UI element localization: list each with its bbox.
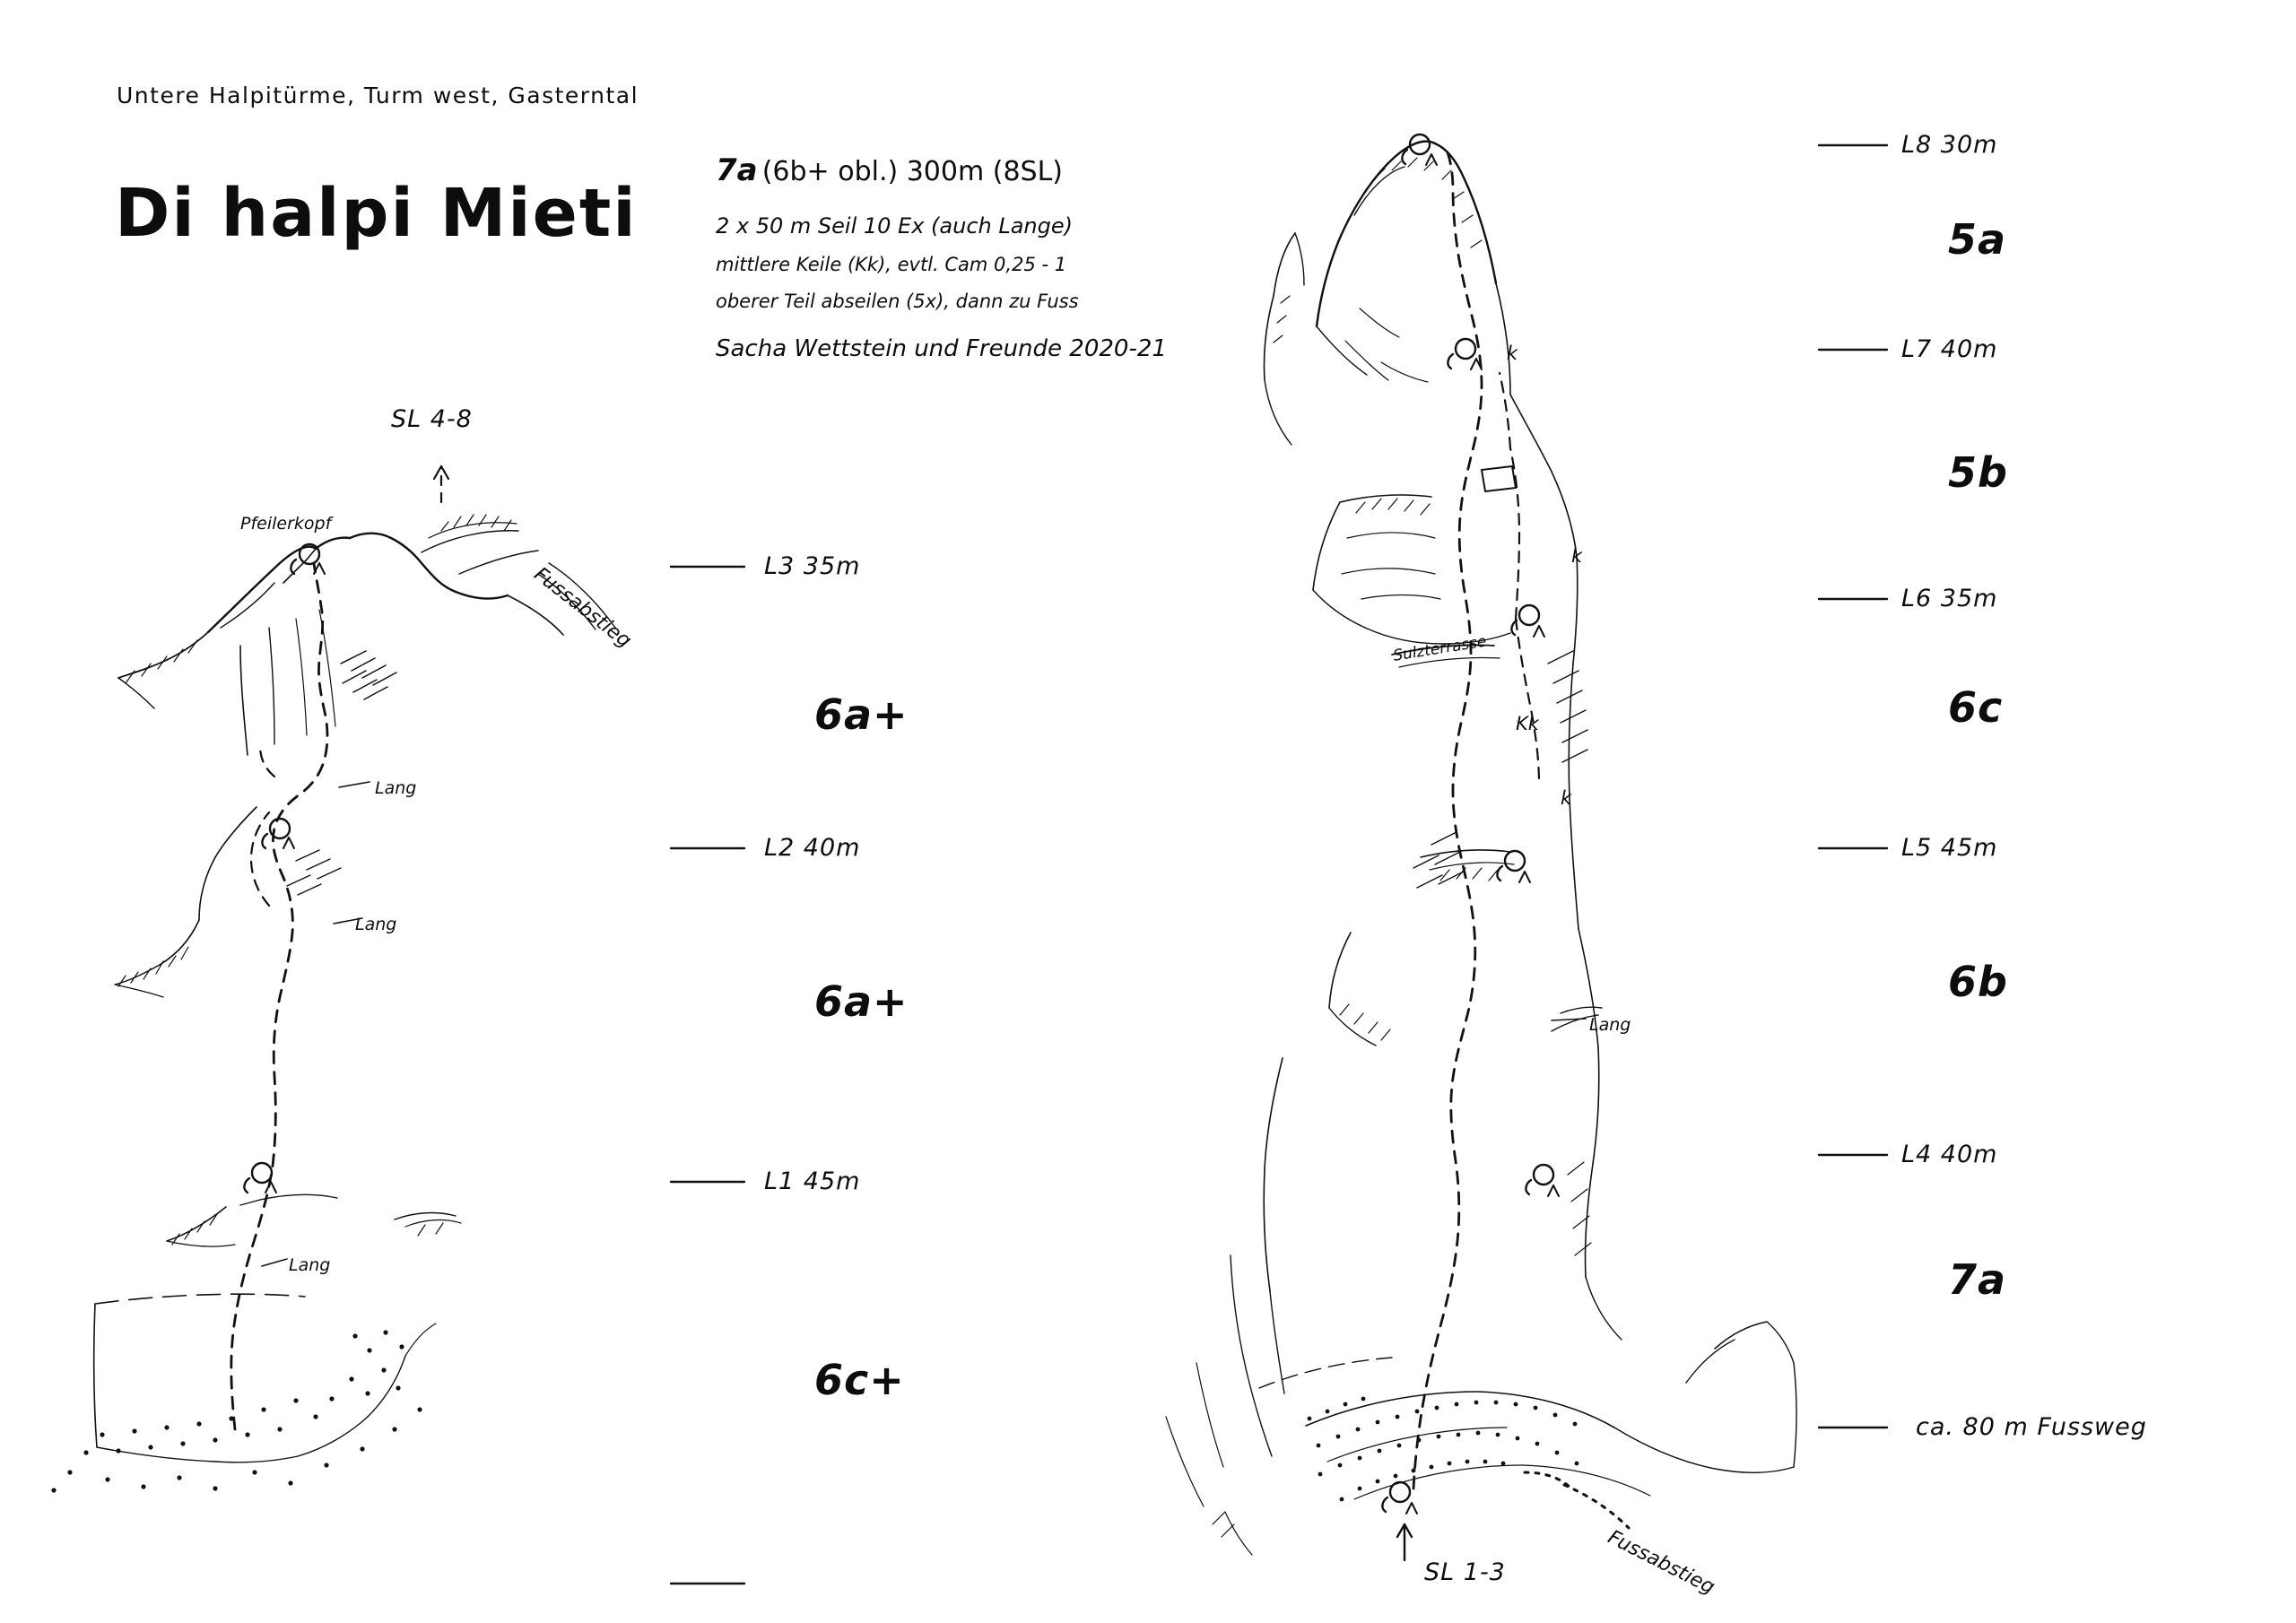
left-lang-3: Lang	[289, 1255, 331, 1275]
right-pitch-label-l8: L8 30m	[1901, 131, 1998, 159]
left-pitch-label-l2: L2 40m	[764, 834, 861, 862]
right-pitch-grade-l8: 5a	[1948, 215, 2007, 264]
sulzterrasse-label: Sulzterrasse	[1392, 632, 1488, 665]
gear-marker-kk: Kk	[1516, 713, 1539, 734]
gear-marker-k-2: k	[1571, 545, 1583, 567]
route-grade: 7a	[716, 152, 758, 188]
left-lang-2: Lang	[355, 915, 397, 934]
left-pitch-label-l3: L3 35m	[764, 552, 861, 580]
left-top-label: SL 4-8	[391, 405, 473, 433]
left-pitch-grade-l1: 6c+	[814, 1356, 905, 1404]
gear-line-3: oberer Teil abseilen (5x), dann zu Fuss	[716, 291, 1079, 312]
left-lang-1: Lang	[375, 778, 417, 798]
left-pitch-label-l1: L1 45m	[764, 1167, 861, 1195]
route-grade-detail: (6b+ obl.) 300m (8SL)	[761, 156, 1063, 187]
gear-marker-k-3: k	[1561, 787, 1572, 809]
left-fussabstieg-label: Fussabstieg	[529, 563, 636, 653]
right-pitch-label-l5: L5 45m	[1901, 834, 1998, 862]
left-pitch-grade-l2: 6a+	[814, 977, 909, 1026]
approach-label: ca. 80 m Fussweg	[1916, 1413, 2147, 1441]
gear-line-2: mittlere Keile (Kk), evtl. Cam 0,25 - 1	[716, 254, 1067, 275]
right-pitch-grade-l6: 6c	[1948, 683, 2004, 732]
right-pitch-label-l4: L4 40m	[1901, 1141, 1998, 1168]
right-fussabstieg-label: Fussabstieg	[1604, 1526, 1718, 1600]
right-pitch-grade-l5: 6b	[1948, 958, 2008, 1006]
right-pitch-label-l7: L7 40m	[1901, 335, 1998, 363]
gear-line-1: 2 x 50 m Seil 10 Ex (auch Lange)	[716, 213, 1074, 239]
page-title: Di halpi Mieti	[115, 175, 638, 252]
right-pitch-grade-l7: 5b	[1948, 448, 2008, 497]
authors-line: Sacha Wettstein und Freunde 2020-21	[716, 335, 1167, 362]
right-pitch-grade-l4: 7a	[1948, 1255, 2007, 1304]
header-location: Untere Halpitürme, Turm west, Gasterntal	[117, 82, 639, 108]
route-grade-summary	[716, 152, 1063, 188]
pfeilerkopf-label: Pfeilerkopf	[240, 514, 332, 534]
gear-marker-k-1: k	[1507, 343, 1518, 364]
right-lang-1: Lang	[1589, 1015, 1631, 1035]
left-pitch-grade-l3: 6a+	[814, 690, 909, 739]
right-start-label: SL 1-3	[1424, 1558, 1506, 1586]
right-pitch-label-l6: L6 35m	[1901, 585, 1998, 612]
